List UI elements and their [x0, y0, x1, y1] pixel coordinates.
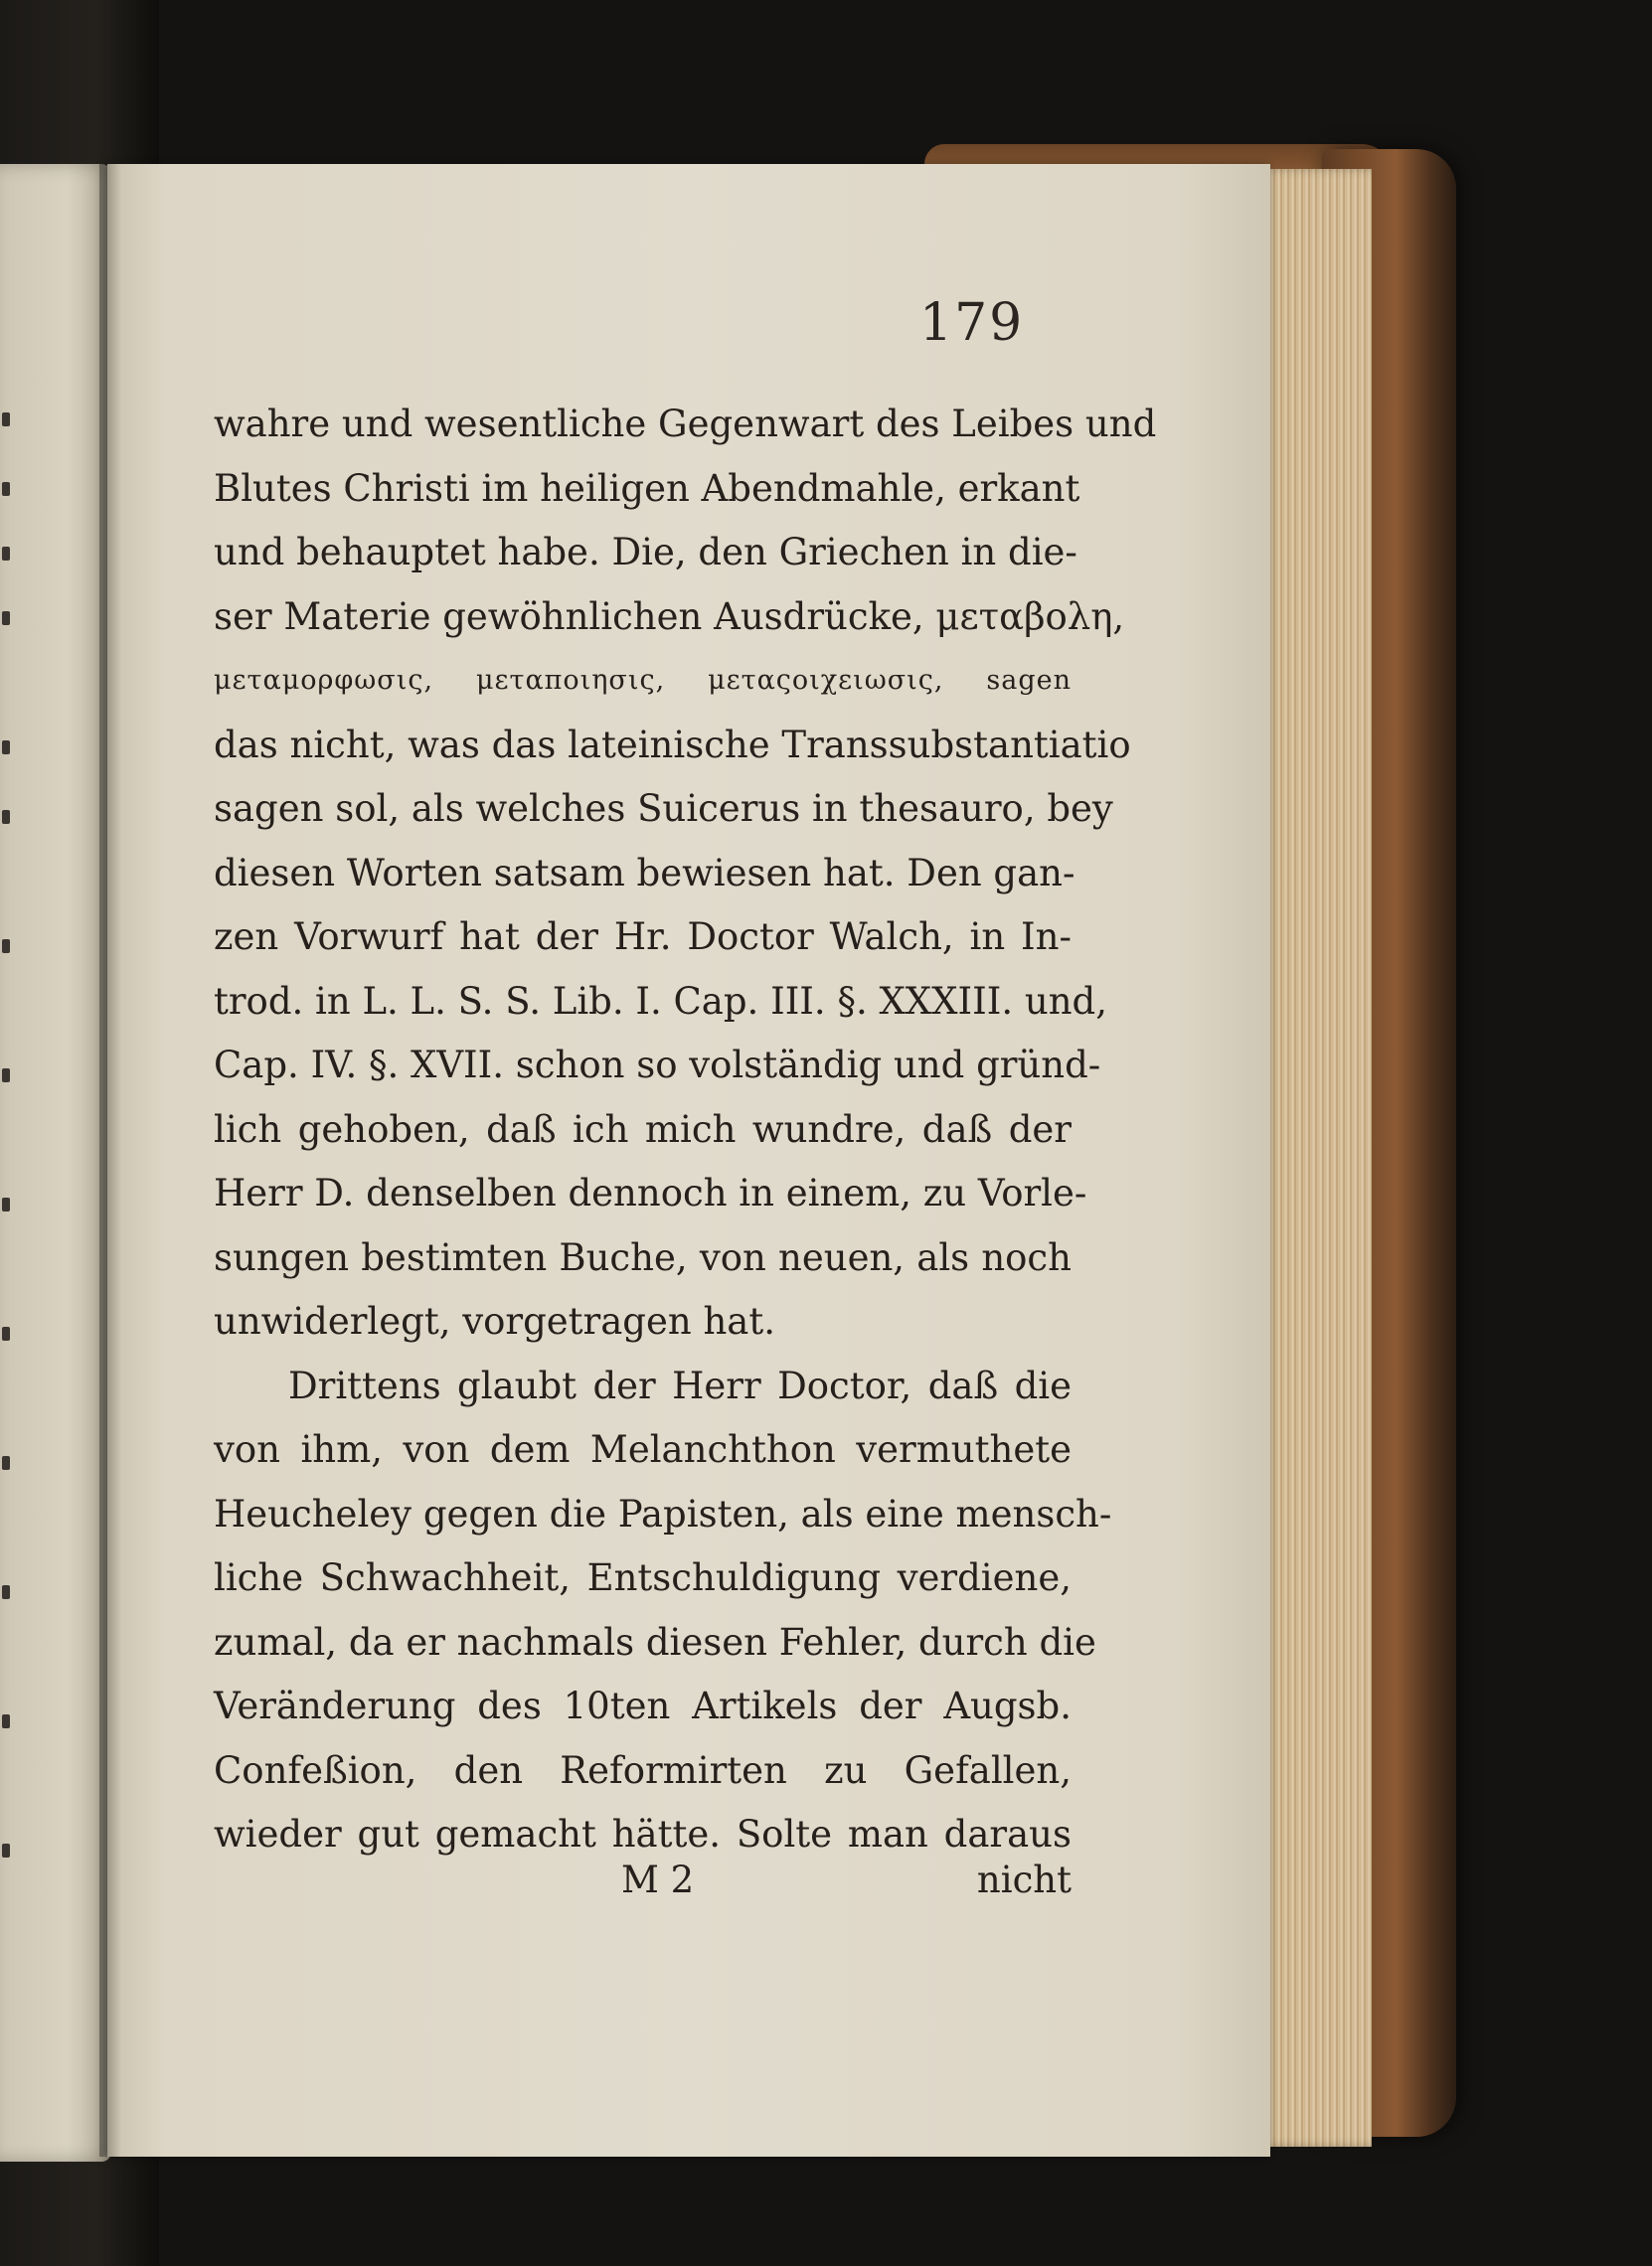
gutter-shadow	[99, 164, 121, 2157]
text-line: Herr D. denselben dennoch in einem, zu Vorle-	[214, 1172, 1087, 1214]
text-line: liche Schwachheit, Entschuldigung verdiene,	[214, 1556, 1072, 1599]
text-line: sungen bestimten Buche, von neuen, als noch	[214, 1235, 1072, 1279]
left-page-edge	[0, 164, 111, 2162]
catchword: nicht	[976, 1859, 1072, 1901]
text-line: lich gehoben, daß ich mich wundre, daß der	[214, 1107, 1072, 1151]
text-line: wieder gut gemacht hätte. Solte man daraus	[214, 1813, 1072, 1856]
text-line: μεταμορφωσις, μεταποιησις, μεταςοιχειωσις, sagen	[214, 665, 1072, 696]
text-mark	[2, 1198, 10, 1212]
page-footer	[214, 1859, 1072, 1922]
text-line: unwiderlegt, vorgetragen hat.	[214, 1300, 775, 1343]
text-mark	[2, 1327, 10, 1341]
page-edges	[1262, 169, 1372, 2147]
text-line: Veränderung des 10ten Artikels der Augsb.	[214, 1685, 1072, 1727]
text-line: trod. in L. L. S. S. Lib. I. Cap. III. §. XXXIII. und,	[214, 979, 1107, 1023]
text-mark	[2, 939, 10, 953]
text-line: Blutes Christi im heiligen Abendmahle, erkant	[214, 466, 1080, 510]
text-mark	[2, 1068, 10, 1082]
text-line: Drittens glaubt der Herr Doctor, daß die	[288, 1364, 1072, 1407]
text-mark	[2, 1714, 10, 1728]
text-line: Heucheley gegen die Papisten, als eine mensch-	[214, 1492, 1112, 1536]
text-line: zumal, da er nachmals diesen Fehler, durch die	[214, 1620, 1096, 1664]
text-mark	[2, 1844, 10, 1858]
text-mark	[2, 412, 10, 426]
text-mark	[2, 547, 10, 561]
signature-mark: M 2	[621, 1859, 695, 1901]
text-mark	[2, 1585, 10, 1599]
text-line: von ihm, von dem Melanchthon vermuthete	[214, 1428, 1072, 1471]
body-text	[214, 393, 1157, 1867]
text-line: wahre und wesentliche Gegenwart des Leibes und	[214, 403, 1157, 445]
text-line: und behauptet habe. Die, den Griechen in die-	[214, 531, 1077, 573]
page-number: 179	[919, 293, 1025, 353]
text-line: sagen sol, als welches Suicerus in thesauro, bey	[214, 787, 1113, 830]
text-line: Cap. IV. §. XVII. schon so volständig und gründ-	[214, 1044, 1101, 1086]
text-mark	[2, 810, 10, 824]
text-line: Confeßion, den Reformirten zu Gefallen,	[214, 1748, 1072, 1792]
text-mark	[2, 611, 10, 625]
text-line: das nicht, was das lateinische Transsubstantiatio	[214, 723, 1131, 766]
text-line: diesen Worten satsam bewiesen hat. Den gan-	[214, 851, 1075, 894]
text-line: ser Materie gewöhnlichen Ausdrücke, μεταβολη,	[214, 594, 1125, 638]
text-mark	[2, 740, 10, 754]
text-mark	[2, 482, 10, 496]
text-line: zen Vorwurf hat der Hr. Doctor Walch, in In-	[214, 915, 1072, 958]
text-mark	[2, 1456, 10, 1470]
